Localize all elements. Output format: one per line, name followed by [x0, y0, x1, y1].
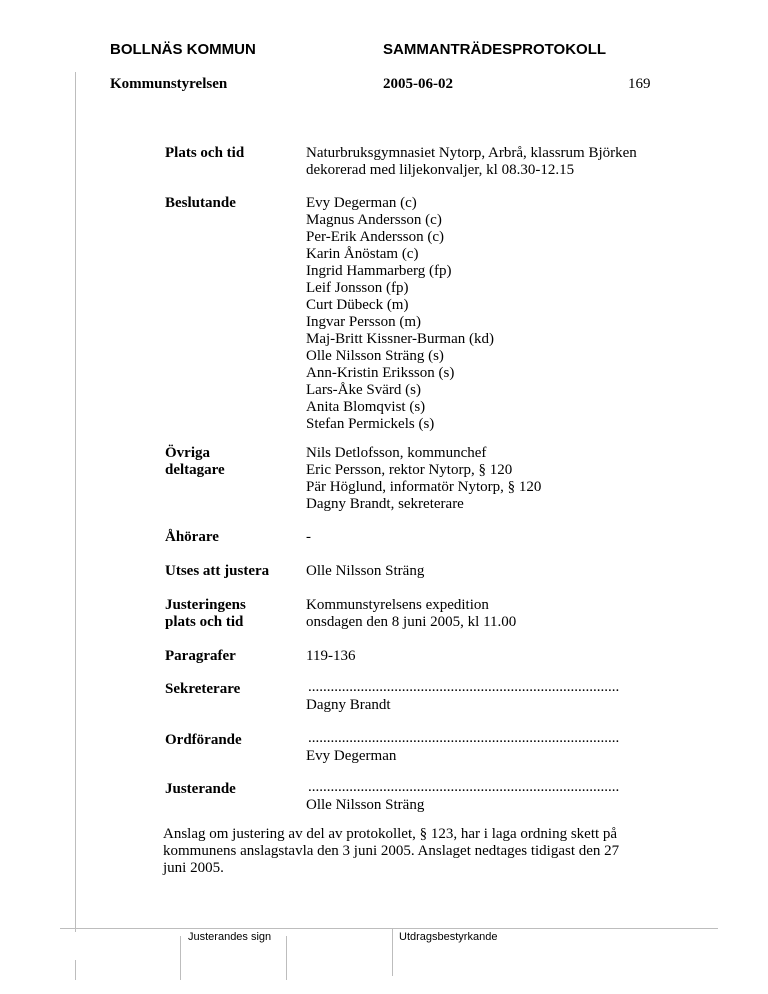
- utdragsbestyrkande-label: Utdragsbestyrkande: [399, 931, 498, 943]
- ovriga-label-line: Övriga: [165, 445, 210, 461]
- justering-line: Kommunstyrelsens expedition: [306, 597, 489, 613]
- list-item: Nils Detlofsson, kommunchef: [306, 445, 487, 461]
- list-item: Ann-Kristin Eriksson (s): [306, 365, 455, 381]
- justerandes-sign-label: Justerandes sign: [188, 931, 272, 943]
- justering-line: onsdagen den 8 juni 2005, kl 11.00: [306, 614, 517, 630]
- anslag-line: juni 2005.: [163, 860, 224, 876]
- list-item: Eric Persson, rektor Nytorp, § 120: [306, 462, 513, 478]
- plats-line: Naturbruksgymnasiet Nytorp, Arbrå, klassrum Björken: [306, 145, 637, 161]
- list-item: Ingvar Persson (m): [306, 314, 421, 330]
- justerande-name: Olle Nilsson Sträng: [306, 797, 425, 813]
- utses-value: Olle Nilsson Sträng: [306, 563, 425, 579]
- list-item: Pär Höglund, informatör Nytorp, § 120: [306, 479, 542, 495]
- list-item: Ingrid Hammarberg (fp): [306, 263, 452, 279]
- plats-line: dekorerad med liljekonvaljer, kl 08.30-12.15: [306, 162, 575, 178]
- paragrafer-label: Paragrafer: [165, 648, 236, 664]
- list-item: Lars-Åke Svärd (s): [306, 382, 421, 398]
- footer-rule: [60, 928, 718, 929]
- meeting-date: 2005-06-02: [383, 76, 453, 92]
- justerande-label: Justerande: [165, 781, 236, 797]
- ahorare-label: Åhörare: [165, 529, 219, 545]
- list-item: Evy Degerman (c): [306, 195, 417, 211]
- justering-label-line: Justeringens: [165, 597, 246, 613]
- signature-line: ...................................................................................: [308, 679, 620, 695]
- list-item: Anita Blomqvist (s): [306, 399, 426, 415]
- doc-type: SAMMANTRÄDESPROTOKOLL: [383, 41, 607, 58]
- sekreterare-label: Sekreterare: [165, 681, 241, 697]
- justering-label: [165, 597, 246, 631]
- ordforande-name: Evy Degerman: [306, 748, 397, 764]
- footer-divider: [75, 960, 76, 980]
- anslag-line: Anslag om justering av del av protokollet, § 123, har i laga ordning skett på: [163, 826, 618, 842]
- list-item: Maj-Britt Kissner-Burman (kd): [306, 331, 494, 347]
- anslag-line: kommunens anslagstavla den 3 juni 2005. Anslaget nedtages tidigast den 27: [163, 843, 620, 859]
- anslag-paragraph: [163, 826, 619, 877]
- page-number: 169: [628, 76, 651, 92]
- footer-divider: [180, 936, 181, 980]
- list-item: Leif Jonsson (fp): [306, 280, 409, 296]
- body-name: Kommunstyrelsen: [110, 76, 228, 92]
- list-item: Karin Ånöstam (c): [306, 246, 419, 262]
- utses-label: Utses att justera: [165, 563, 270, 579]
- signature-line: ...................................................................................: [308, 779, 620, 795]
- footer-divider: [286, 936, 287, 980]
- ahorare-value: -: [306, 529, 311, 545]
- list-item: Stefan Permickels (s): [306, 416, 435, 432]
- paragrafer-value: 119-136: [306, 648, 356, 664]
- plats-value: [306, 145, 637, 179]
- list-item: Dagny Brandt, sekreterare: [306, 496, 464, 512]
- list-item: Curt Dübeck (m): [306, 297, 409, 313]
- signature-line: ...................................................................................: [308, 730, 620, 746]
- ovriga-list: [306, 445, 541, 513]
- justering-label-line: plats och tid: [165, 614, 244, 630]
- justering-value: [306, 597, 516, 631]
- ordforande-label: Ordförande: [165, 732, 242, 748]
- beslutande-list: [306, 195, 494, 433]
- ovriga-label-line: deltagare: [165, 462, 225, 478]
- list-item: Per-Erik Andersson (c): [306, 229, 444, 245]
- list-item: Magnus Andersson (c): [306, 212, 442, 228]
- sekreterare-name: Dagny Brandt: [306, 697, 391, 713]
- org-name: BOLLNÄS KOMMUN: [110, 41, 256, 58]
- footer-divider: [392, 928, 393, 976]
- beslutande-label: Beslutande: [165, 195, 236, 211]
- list-item: Olle Nilsson Sträng (s): [306, 348, 444, 364]
- ovriga-label: [165, 445, 225, 479]
- plats-label: Plats och tid: [165, 145, 245, 161]
- left-margin-rule: [75, 72, 76, 932]
